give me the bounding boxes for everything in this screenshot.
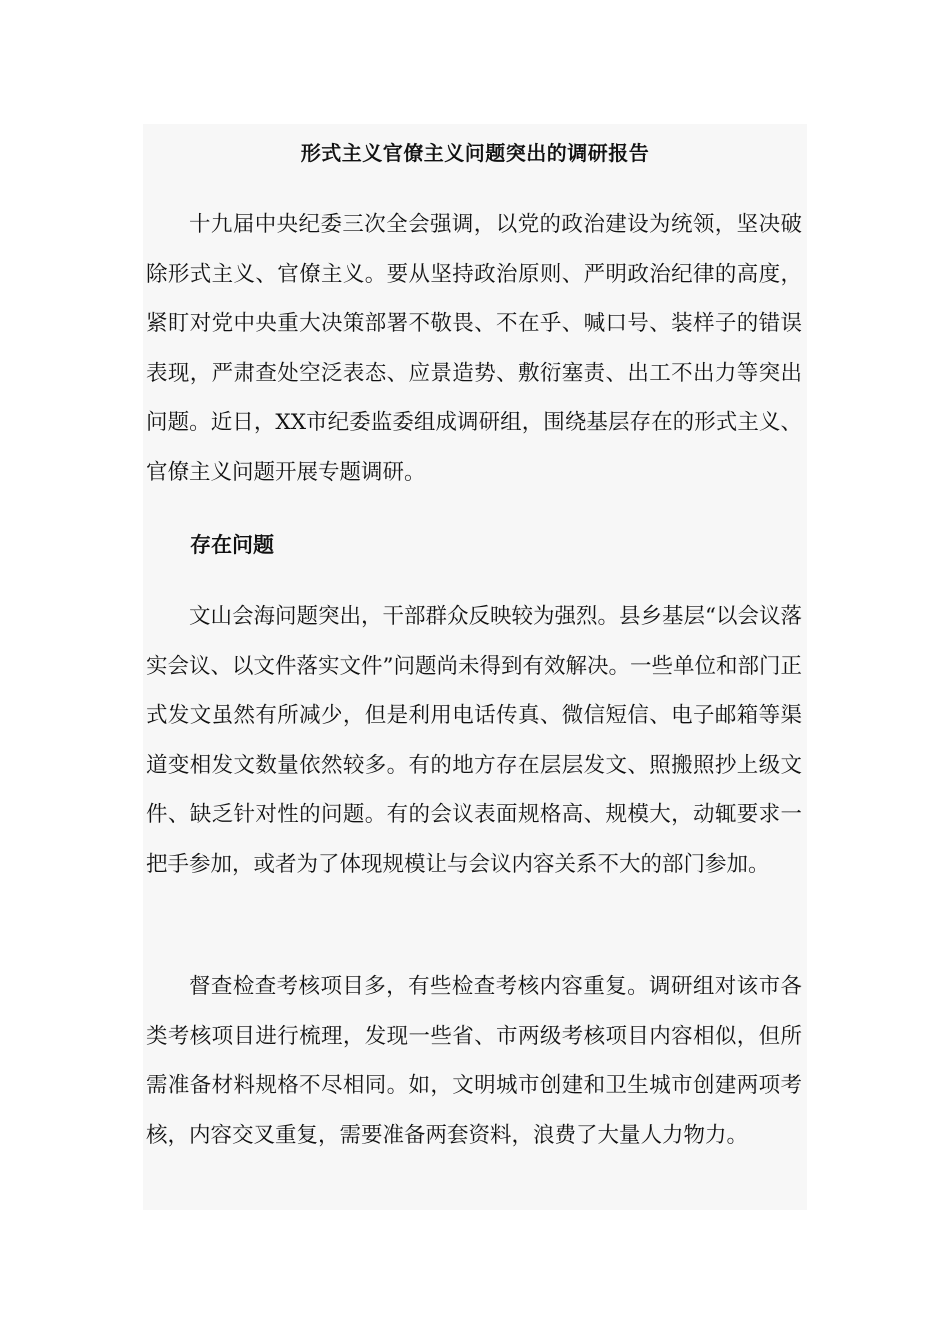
intro-paragraph: 十九届中央纪委三次全会强调，以党的政治建设为统领，坚决破除形式主义、官僚主义。要从坚持政治原则、严明政治纪律的高度，紧盯对党中央重大决策部署不敬畏、不在乎、喊口号、装样子的错误表现，严肃查处空泛表态、应景造势、敷衍塞责、出工不出力等突出问题。近日，XX市纪委监委组成调研组，围绕基层存在的形式主义、官僚主义问题开展专题调研。 xyxy=(146,212,802,485)
section-heading-problems: 存在问题 xyxy=(190,533,274,557)
document-body xyxy=(143,124,807,1210)
document-title: 形式主义官僚主义问题突出的调研报告 xyxy=(300,141,650,165)
paragraph-meetings: 文山会海问题突出，干部群众反映较为强烈。县乡基层“以会议落实会议、以文件落实文件”问题尚未得到有效解决。一些单位和部门正式发文虽然有所减少，但是利用电话传真、微信短信、电子邮箱等渠道变相发文数量依然较多。有的地方存在层层发文、照搬照抄上级文件、缺乏针对性的问题。有的会议表面规格高、规模大，动辄要求一把手参加，或者为了体现规模让与会议内容关系不大的部门参加。 xyxy=(146,604,802,877)
paragraph-inspections: 督查检查考核项目多，有些检查考核内容重复。调研组对该市各类考核项目进行梳理，发现一些省、市两级考核项目内容相似，但所需准备材料规格不尽相同。如，文明城市创建和卫生城市创建两项考核，内容交叉重复，需要准备两套资料，浪费了大量人力物力。 xyxy=(146,974,802,1148)
